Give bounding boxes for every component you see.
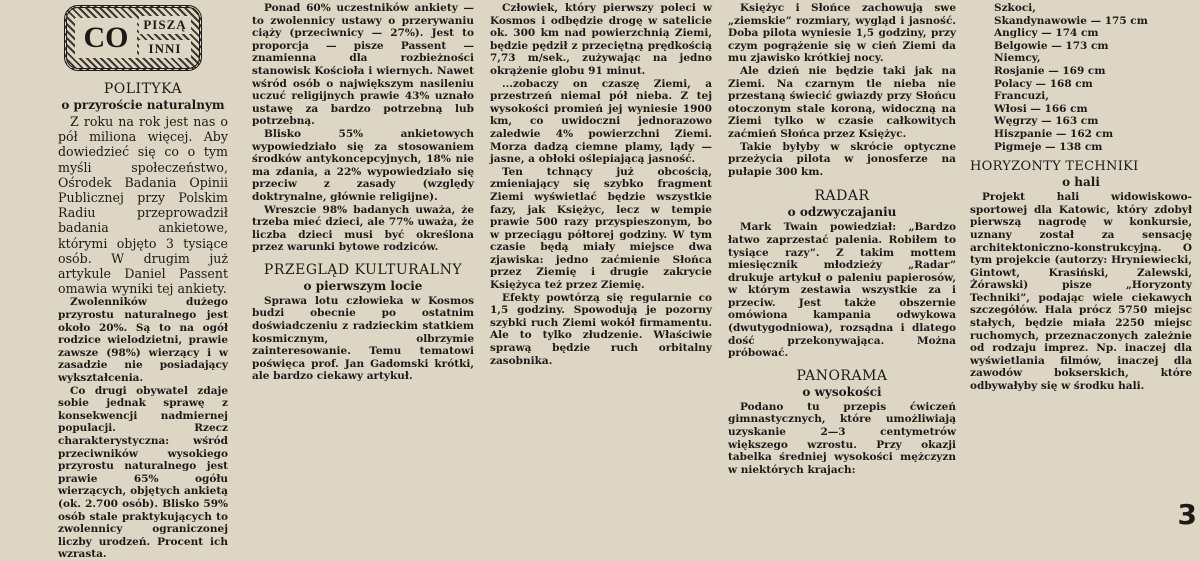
radar-heading: RADAR — [814, 188, 870, 205]
column-5 — [970, 2, 1192, 523]
polityka-paragraph-4: Blisko 55% ankietowych wypowiedziało się za stosowaniem środków antykoncepcyjnych, 18% nie ma zdania, a 22% wypowiedziało się przeciw z zasady (względy doktrynalne, głównie religijne). — [252, 127, 474, 203]
column-2 — [252, 2, 474, 523]
polityka-paragraph-2: Co drugi obywatel zdaje sobie jednak sprawę z konsekwencji nadmiernej populacji. Rzecz charakterystyczna: wśród przeciwników wysokiego przyrostu naturalnego jest prawie 65% ogółu wierzących, objętych ankietą (ok. 2.700 osób). Blisko 59% osób stale praktykujących to zwolennicy ograniczonej liczby urodzeń. Procent ich wzrasta. — [58, 384, 228, 561]
column-1 — [58, 2, 228, 561]
height-table-row-4: Niemcy, — [994, 52, 1041, 65]
polityka-heading: POLITYKA — [103, 81, 183, 97]
column-3 — [490, 2, 712, 523]
radar-subheading: o odzwyczajaniu — [787, 205, 897, 220]
logo-co-text: CO — [75, 18, 137, 58]
height-table-row-10: Hiszpanie — 162 cm — [994, 127, 1114, 140]
przeglad-paragraph-8: Takie byłyby w skrócie optyczne przeżycia pilota w jonosferze na pułapie 300 km. — [728, 140, 956, 178]
radar-paragraph-1: Mark Twain powiedział: „Bardzo łatwo zaprzestać palenia. Robiłem to tysiące razy”. Z takim mottem miesięcznik młodzieży „Radar” drukuje artykuł o paleniu papierosów, w którym zestawia wszystkie za i przeciw. Jest także obszernie omówiona kampania odwykowa (dwutygodniowa), rozsądna i dlatego dość przekonywająca. Można próbować. — [728, 221, 956, 360]
przeglad-paragraph-4: Ten tchnący już obcością, zmieniający się szybko fragment Ziemi wyświetlać będzie wszystkie fazy, jak Księżyc, lecz w tempie prawie 500 razy przyspieszonym, bo w przeciągu półtorej godziny. W tym czasie będą miały miejsce dwa zjawiska: jedno zaćmienie Słońca przez Ziemię i drugie zakrycie Księżyca też przez Ziemię. — [490, 165, 712, 292]
przeglad-paragraph-1: Sprawa lotu człowieka w Kosmos budzi obecnie po ostatnim doświadczeniu z radzieckim statkiem kosmicznym, olbrzymie zainteresowanie. Temu tematowi poświęca prof. Jan Gadomski krótki, ale bardzo ciekawy artykuł. — [252, 294, 474, 383]
height-table-row-6: Polacy — 168 cm — [994, 77, 1093, 90]
panorama-heading: PANORAMA — [796, 367, 888, 384]
panorama-paragraph-1: Podano tu przepis ćwiczeń gimnastycznych, które umożliwiają uzyskanie 2—3 centymetrów większego wzrostu. Przy okazji tabelka średniej wysokości mężczyzn w niektórych krajach: — [728, 400, 956, 476]
horyzonty-heading: HORYZONTY TECHNIKI — [970, 159, 1139, 175]
przeglad-paragraph-7: Ale dzień nie będzie taki jak na Ziemi. Na czarnym tle nieba nie przestaną świecić gwiazdy przy Słońcu otoczonym stale koroną, widoczną na Ziemi tylko w czasie całkowitych zaćmień Słońca przez Księżyc. — [728, 64, 956, 140]
przeglad-paragraph-5: Efekty powtórzą się regularnie co 1,5 godziny. Spowodują je pozorny szybki ruch Ziemi wokół firmamentu. Ale to tylko złudzenie. Właściwie sprawą będzie ruch orbitalny zasobnika. — [490, 291, 712, 367]
height-table-row-11: Pigmeje — 138 cm — [994, 140, 1103, 153]
polityka-paragraph-5: Wreszcie 98% badanych uważa, że trzeba mieć dzieci, ale 77% uważa, że liczba dzieci musi być określona przez warunki bytowe rodziców. — [252, 203, 474, 254]
height-table-row-1: Skandynawowie — 175 cm — [994, 14, 1148, 27]
height-table — [970, 2, 1192, 153]
polityka-paragraph-1: Zwolenników dużego przyrostu naturalnego jest około 20%. Są to na ogół rodzice wielodzietni, prawie zawsze (98%) wierzący i w zasadzie nie posiadający wykształcenia. — [58, 296, 228, 384]
przeglad-paragraph-3: ...zobaczy on czaszę Ziemi, a przestrzeń niemal pół nieba. Z tej wysokości promień jej wyniesie 1900 km, co uwidoczni jednorazowo zaledwie 4% powierzchni Ziemi. Morza dadzą ciemne plamy, lądy — jasne, a obłoki oślepiającą jasność. — [490, 77, 712, 166]
height-table-row-3: Belgowie — 173 cm — [994, 39, 1109, 52]
polityka-subheading: o przyroście naturalnym — [61, 98, 225, 112]
height-table-row-0: Szkoci, — [994, 2, 1036, 14]
co-pisza-inni-logo — [64, 5, 202, 71]
height-table-row-7: Francuzi, — [994, 90, 1049, 103]
logo-pisza-text: PISZĄ — [139, 16, 191, 34]
przeglad-paragraph-6: Księżyc i Słońce zachowują swe „ziemskie” rozmiary, wygląd i jasność. Doba pilota wyniesie 1,5 godziny, przy czym pogrążenie się w cień Ziemi da mu zjawisko krótkiej nocy. — [728, 2, 956, 65]
horyzonty-subheading: o hali — [1062, 175, 1100, 190]
column-4 — [728, 2, 956, 523]
przeglad-heading: PRZEGLĄD KULTURALNY — [263, 261, 463, 278]
height-table-row-8: Włosi — 166 cm — [994, 102, 1088, 115]
polityka-paragraph-3: Ponad 60% uczestników ankiety — to zwolennicy ustawy o przerywaniu ciąży (przeciwnicy — 27%). Jest to proporcja — pisze Passent — znamienna dla rozbieżności stanowisk Kościoła i wiernych. Nawet wśród osób o największym nasileniu uczuć religijnych prawie 43% uznało ustawę za bardzo potrzebną lub potrzebną. — [252, 2, 474, 128]
przeglad-paragraph-2: Człowiek, który pierwszy poleci w Kosmos i odbędzie drogę w satelicie ok. 300 km nad powierzchnią Ziemi, będzie pędził z przeciętną prędkością 7,73 m/sek., zużywając na jedno okrążenie globu 91 minut. — [490, 2, 712, 77]
horyzonty-paragraph-1: Projekt hali widowiskowo-sportowej dla Katowic, który zdobył pierwszą nagrodę w konkursie, uznany został za sensację architektoniczno-konstrukcyjną. O tym projekcie (autorzy: Hryniewiecki, Gintowt, Krasiński, Zalewski, Żórawski) pisze „Horyzonty Techniki”, podając wiele ciekawych szczegółów. Hala prócz 5750 miejsc stałych, będzie miała 2250 miejsc ruchomych, przeznaczonych zależnie od rodzaju imprez. Np. inaczej dla wyświetlania filmów, inaczej dla zawodów bokserskich, które odbywałyby się w środku hali. — [970, 191, 1192, 393]
height-table-row-5: Rosjanie — 169 cm — [994, 64, 1106, 77]
height-table-row-9: Węgrzy — 163 cm — [994, 115, 1099, 128]
page-number: 3 — [1177, 498, 1197, 531]
logo-inni-text: INNI — [139, 40, 191, 58]
polityka-intro: Z roku na rok jest nas o pół miliona więcej. Aby dowiedzieć się co o tym myśli społeczeństwo, Ośrodek Badania Opinii Publicznej przy Polskim Radiu przeprowadził badania ankietowe, którymi objęto 3 tysiące osób. W drugim już artykule Daniel Passent omawia wyniki tej ankiety. — [58, 114, 228, 297]
height-table-row-2: Anglicy — 174 cm — [994, 27, 1099, 40]
panorama-subheading: o wysokości — [802, 384, 882, 399]
przeglad-subheading: o pierwszym locie — [303, 278, 423, 293]
